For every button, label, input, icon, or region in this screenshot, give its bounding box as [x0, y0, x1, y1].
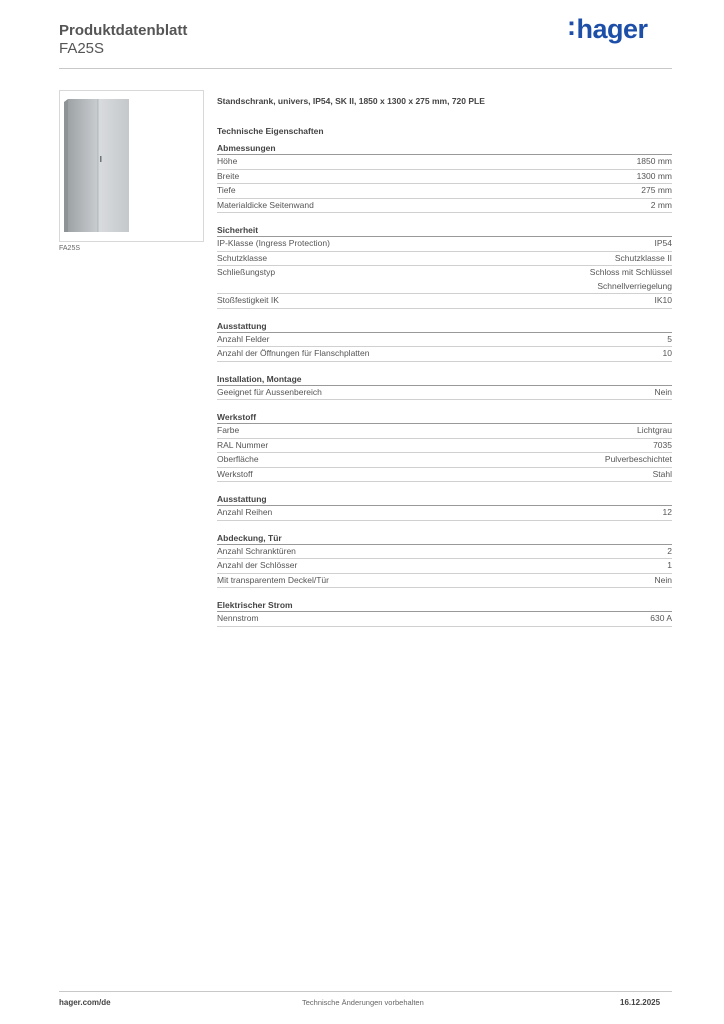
spec-groups: [217, 141, 672, 627]
spec-value: [641, 184, 672, 198]
spec-group-title: Werkstoff: [217, 410, 672, 424]
spec-group: [217, 319, 672, 362]
cabinet-illustration: [64, 98, 129, 232]
spec-value-line: 12: [662, 507, 672, 517]
page-title: Produktdatenblatt: [59, 22, 188, 39]
spec-row: [217, 468, 672, 483]
spec-value-line: 1300 mm: [636, 170, 672, 181]
group-spacer: [217, 521, 672, 531]
spec-label: Geeignet für Aussenbereich: [217, 386, 322, 397]
spec-label: Schließungstyp: [217, 267, 276, 277]
spec-value: [650, 612, 672, 626]
logo-text: hager: [576, 14, 648, 44]
spec-value: [653, 439, 672, 453]
spec-value: [637, 170, 672, 184]
spec-value-line: 1850 mm: [636, 156, 672, 166]
spec-value-line: Schloss mit Schlüssel: [589, 267, 672, 277]
spec-value: [667, 545, 672, 559]
spec-value-line: IK10: [654, 295, 672, 305]
spec-value-line: 10: [662, 348, 672, 358]
spec-group-title: Ausstattung: [217, 319, 672, 333]
spec-label: Anzahl der Öffnungen für Flanschplatten: [217, 348, 370, 358]
spec-label: Mit transparentem Deckel/Tür: [217, 574, 329, 585]
spec-value: [637, 424, 672, 438]
group-spacer: [217, 213, 672, 223]
group-spacer: [217, 309, 672, 319]
spec-group: [217, 372, 672, 401]
spec-value: [667, 333, 672, 347]
spec-row: [217, 199, 672, 214]
spec-row: [217, 266, 672, 294]
spec-row: [217, 333, 672, 348]
spec-group-title: Sicherheit: [217, 223, 672, 237]
spec-value-line: Stahl: [652, 468, 672, 479]
spec-value: [605, 453, 672, 467]
spec-row: [217, 184, 672, 199]
spec-group: [217, 598, 672, 627]
spec-label: Anzahl Felder: [217, 333, 270, 344]
spec-row: [217, 252, 672, 267]
spec-row: [217, 612, 672, 627]
spec-value-line: Lichtgrau: [637, 425, 672, 435]
spec-value-line: Nein: [654, 386, 672, 397]
spec-row: [217, 386, 672, 401]
spec-group-title: Elektrischer Strom: [217, 598, 672, 612]
spec-label: Nennstrom: [217, 613, 259, 623]
spec-value: [655, 574, 672, 588]
spec-label: Werkstoff: [217, 468, 253, 479]
spec-value-line: Schnellverriegelung: [597, 280, 672, 291]
group-spacer: [217, 588, 672, 598]
spec-value-line: 1: [667, 560, 672, 570]
product-code: FA25S: [59, 40, 105, 57]
hager-logo: [567, 11, 648, 45]
footer-date: 16.12.2025: [620, 998, 661, 1007]
group-spacer: [217, 482, 672, 492]
spec-value-line: 5: [667, 333, 672, 344]
spec-label: Anzahl Reihen: [217, 507, 273, 517]
spec-group: [217, 492, 672, 521]
section-title: Technische Eigenschaften: [217, 126, 324, 136]
spec-group-title: Installation, Montage: [217, 372, 672, 386]
header-divider: [59, 68, 672, 69]
group-spacer: [217, 362, 672, 372]
spec-label: Tiefe: [217, 185, 236, 195]
spec-row: [217, 453, 672, 468]
spec-group: [217, 531, 672, 589]
spec-row: [217, 439, 672, 454]
footer-disclaimer: Technische Änderungen vorbehalten: [302, 998, 424, 1007]
spec-row: [217, 294, 672, 309]
spec-row: [217, 574, 672, 589]
spec-row: [217, 347, 672, 362]
spec-group-title: Abdeckung, Tür: [217, 531, 672, 545]
spec-value-line: IP54: [654, 238, 672, 248]
spec-group-title: Ausstattung: [217, 492, 672, 506]
spec-value-line: 2 mm: [650, 199, 672, 210]
spec-label: Stoßfestigkeit IK: [217, 295, 279, 305]
footer-website: hager.com/de: [59, 998, 111, 1007]
spec-label: RAL Nummer: [217, 439, 269, 450]
spec-group: [217, 410, 672, 482]
spec-label: Farbe: [217, 425, 240, 435]
spec-row: [217, 559, 672, 574]
spec-value-line: 2: [667, 545, 672, 556]
spec-content: [217, 96, 672, 627]
spec-label: Anzahl Schranktüren: [217, 545, 296, 556]
spec-value: [663, 347, 672, 361]
product-description: Standschrank, univers, IP54, SK II, 1850 x 1300 x 275 mm, 720 PLE: [217, 96, 485, 106]
spec-value: [637, 155, 672, 169]
spec-row: [217, 506, 672, 521]
spec-label: Oberfläche: [217, 454, 259, 464]
spec-value: [655, 294, 673, 308]
spec-value: [615, 252, 672, 266]
spec-label: IP-Klasse (Ingress Protection): [217, 238, 330, 248]
spec-label: Materialdicke Seitenwand: [217, 199, 314, 210]
spec-row: [217, 545, 672, 560]
spec-row: [217, 237, 672, 252]
spec-group: [217, 223, 672, 309]
spec-value-line: 7035: [653, 439, 672, 450]
spec-value-line: Pulverbeschichtet: [604, 454, 672, 464]
spec-value-line: Schutzklasse II: [614, 252, 672, 263]
spec-row: [217, 170, 672, 185]
spec-label: Höhe: [217, 156, 238, 166]
logo-dots: :: [567, 11, 576, 41]
spec-value-line: Nein: [654, 574, 672, 585]
spec-group-title: Abmessungen: [217, 141, 672, 155]
spec-value: [655, 386, 672, 400]
spec-label: Breite: [217, 170, 240, 181]
spec-value: [651, 199, 672, 213]
spec-value: [663, 506, 672, 520]
footer-divider: [59, 991, 672, 992]
spec-value-line: 630 A: [650, 613, 672, 623]
spec-value-line: 275 mm: [641, 185, 672, 195]
spec-group: [217, 141, 672, 213]
spec-value: [590, 266, 672, 293]
spec-value: [653, 468, 672, 482]
spec-label: Anzahl der Schlösser: [217, 560, 298, 570]
product-image: [59, 90, 204, 242]
spec-row: [217, 424, 672, 439]
spec-label: Schutzklasse: [217, 252, 268, 263]
spec-value: [667, 559, 672, 573]
group-spacer: [217, 400, 672, 410]
image-caption: FA25S: [59, 245, 81, 252]
spec-value: [655, 237, 673, 251]
spec-row: [217, 155, 672, 170]
